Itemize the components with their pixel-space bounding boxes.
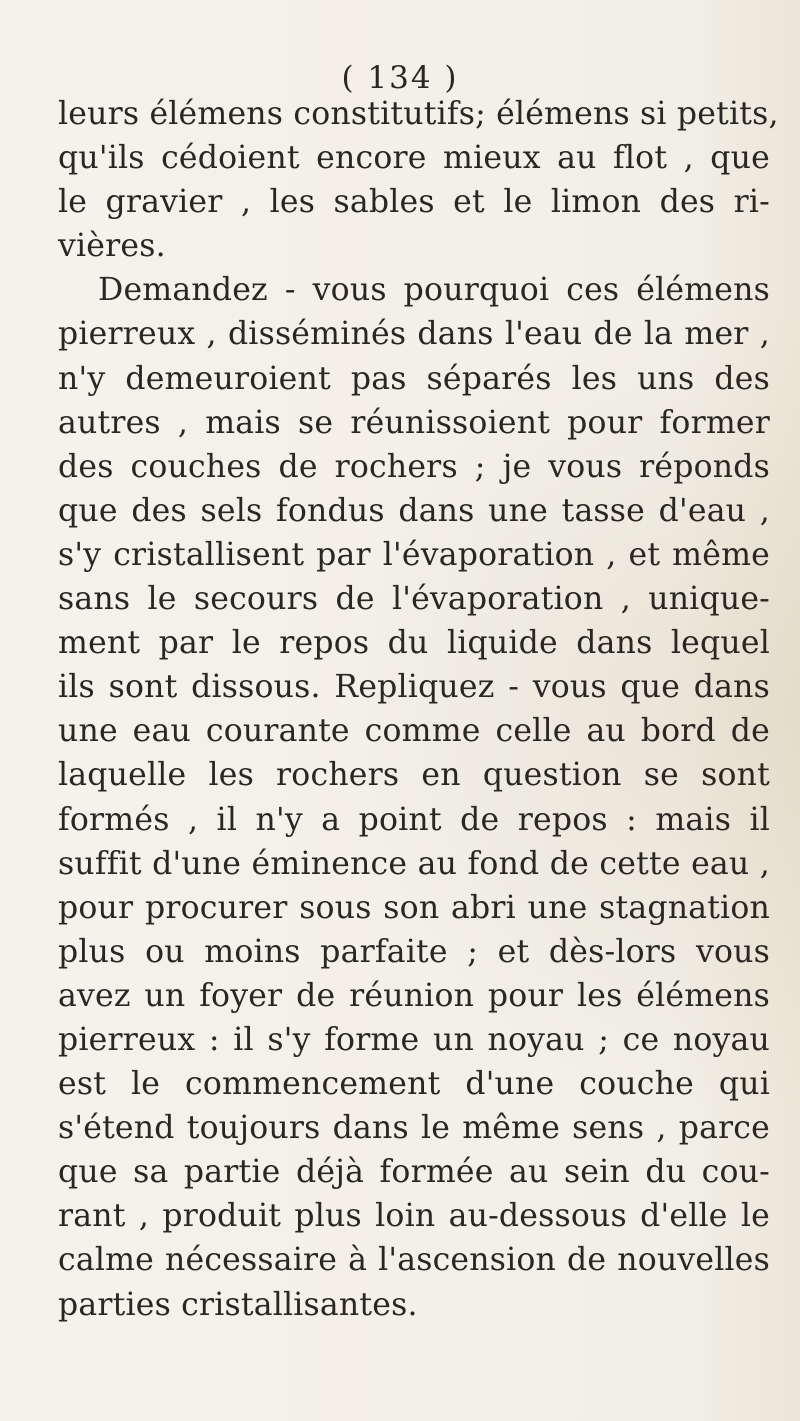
- text-line: pour procurer sous son abri une stagnation: [58, 889, 770, 926]
- text-line: que sa partie déjà formée au sein du cou-: [58, 1154, 770, 1191]
- text-line: que des sels fondus dans une tasse d'eau ,: [58, 492, 770, 529]
- text-line: vières.: [58, 228, 166, 265]
- text-line: suffit d'une éminence au fond de cette eau ,: [58, 845, 770, 882]
- text-line: formés , il n'y a point de repos : mais il: [58, 801, 770, 838]
- text-line: calme nécessaire à l'ascension de nouvelles: [58, 1242, 770, 1279]
- body-text: [58, 92, 779, 1327]
- page-number: ( 134 ): [341, 60, 459, 96]
- text-line: le gravier , les sables et le limon des ri-: [58, 184, 770, 221]
- text-line: plus ou moins parfaite ; et dès-lors vous: [58, 933, 770, 970]
- text-line: ment par le repos du liquide dans lequel: [58, 625, 770, 662]
- text-line: rant , produit plus loin au-dessous d'elle le: [58, 1198, 770, 1235]
- text-line: parties cristallisantes.: [58, 1286, 418, 1323]
- text-line: sans le secours de l'évaporation , unique-: [58, 581, 770, 618]
- text-line: s'y cristallisent par l'évaporation , et même: [58, 536, 770, 573]
- text-line: Demandez - vous pourquoi ces élémens: [98, 272, 770, 309]
- text-line: n'y demeuroient pas séparés les uns des: [58, 360, 770, 397]
- text-line: s'étend toujours dans le même sens , parce: [58, 1110, 770, 1147]
- text-line: est le commencement d'une couche qui: [58, 1066, 770, 1103]
- text-line: leurs élémens constitutifs; élémens si petits,: [58, 96, 779, 132]
- text-line: une eau courante comme celle au bord de: [58, 713, 770, 750]
- text-line: ils sont dissous. Repliquez - vous que dans: [58, 669, 770, 706]
- text-line: pierreux : il s'y forme un noyau ; ce noyau: [58, 1021, 770, 1058]
- text-line: autres , mais se réunissoient pour former: [58, 404, 770, 441]
- text-line: avez un foyer de réunion pour les élémens: [58, 977, 770, 1014]
- text-line: pierreux , disséminés dans l'eau de la mer ,: [58, 316, 770, 353]
- text-line: qu'ils cédoient encore mieux au flot , que: [58, 140, 770, 177]
- text-line: laquelle les rochers en question se sont: [58, 757, 770, 794]
- text-line: des couches de rochers ; je vous réponds: [58, 448, 770, 485]
